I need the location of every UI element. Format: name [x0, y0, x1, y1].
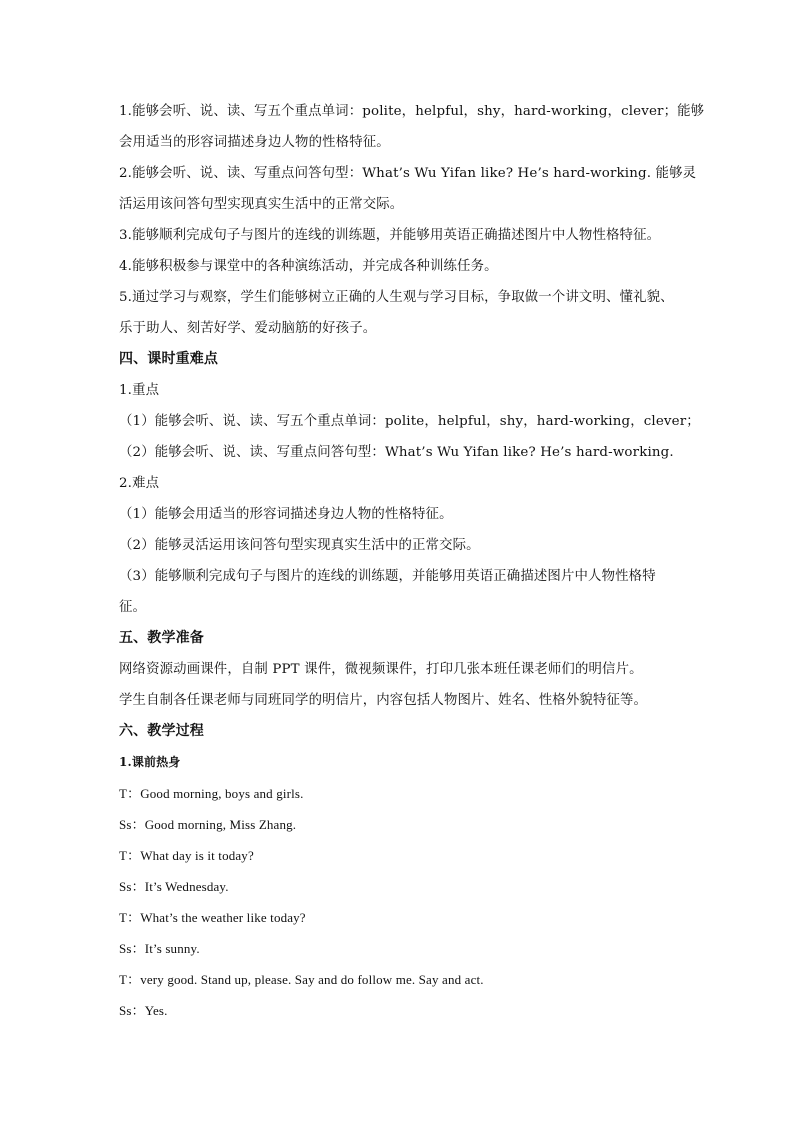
difficult-point-1: （1）能够会用适当的形容词描述身边人物的性格特征。: [119, 507, 453, 522]
objective-2-line-1: 2.能够会听、说、读、写重点问答句型：What’s Wu Yifan like? He’s hard-working. 能够灵: [119, 166, 697, 181]
difficult-point-3-line-1: （3）能够顺利完成句子与图片的连线的训练题，并能够用英语正确描述图片中人物性格特: [119, 569, 656, 584]
dialogue-line: T：What’s the weather like today?: [119, 910, 306, 925]
warm-up-heading: 1.课前热身: [119, 755, 181, 769]
section-5-heading: 五、教学准备: [119, 630, 204, 646]
key-point-2: （2）能够会听、说、读、写重点问答句型：What’s Wu Yifan like? He’s hard-working.: [119, 445, 674, 460]
objective-5-line-1: 5.通过学习与观察，学生们能够树立正确的人生观与学习目标，争取做一个讲文明、懂礼貌、: [119, 290, 674, 305]
document-page: [119, 96, 705, 1026]
difficult-points-label: 2.难点: [119, 476, 160, 491]
preparation-line-1: 网络资源动画课件，自制 PPT 课件，微视频课件，打印几张本班任课老师们的明信片。: [119, 662, 643, 677]
dialogue-line: T：What day is it today?: [119, 848, 254, 863]
objective-4: 4.能够积极参与课堂中的各种演练活动，并完成各种训练任务。: [119, 259, 498, 274]
objective-3: 3.能够顺利完成句子与图片的连线的训练题，并能够用英语正确描述图片中人物性格特征。: [119, 228, 661, 243]
dialogue-line: Ss：Yes.: [119, 1003, 168, 1018]
preparation-line-2: 学生自制各任课老师与同班同学的明信片，内容包括人物图片、姓名、性格外貌特征等。: [119, 693, 648, 708]
dialogue-line: Ss：It’s sunny.: [119, 941, 200, 956]
objective-1-line-1: 1.能够会听、说、读、写五个重点单词：polite，helpful，shy，hard-working，clever；能够: [119, 104, 705, 119]
key-points-label: 1.重点: [119, 383, 160, 398]
section-4-heading: 四、课时重难点: [119, 351, 219, 367]
dialogue-line: T：very good. Stand up, please. Say and do follow me. Say and act.: [119, 972, 484, 987]
objective-2-line-2: 活运用该问答句型实现真实生活中的正常交际。: [119, 197, 404, 212]
difficult-point-2: （2）能够灵活运用该问答句型实现真实生活中的正常交际。: [119, 538, 480, 553]
dialogue-line: T：Good morning, boys and girls.: [119, 786, 304, 801]
difficult-point-3-line-2: 征。: [119, 600, 147, 615]
objective-5-line-2: 乐于助人、刻苦好学、爱动脑筋的好孩子。: [119, 321, 377, 336]
section-6-heading: 六、教学过程: [119, 723, 204, 739]
dialogue-line: Ss：Good morning, Miss Zhang.: [119, 817, 297, 832]
objective-1-line-2: 会用适当的形容词描述身边人物的性格特征。: [119, 135, 390, 150]
dialogue-line: Ss：It’s Wednesday.: [119, 879, 229, 894]
key-point-1: （1）能够会听、说、读、写五个重点单词：polite，helpful，shy，hard-working，clever；: [119, 414, 700, 429]
